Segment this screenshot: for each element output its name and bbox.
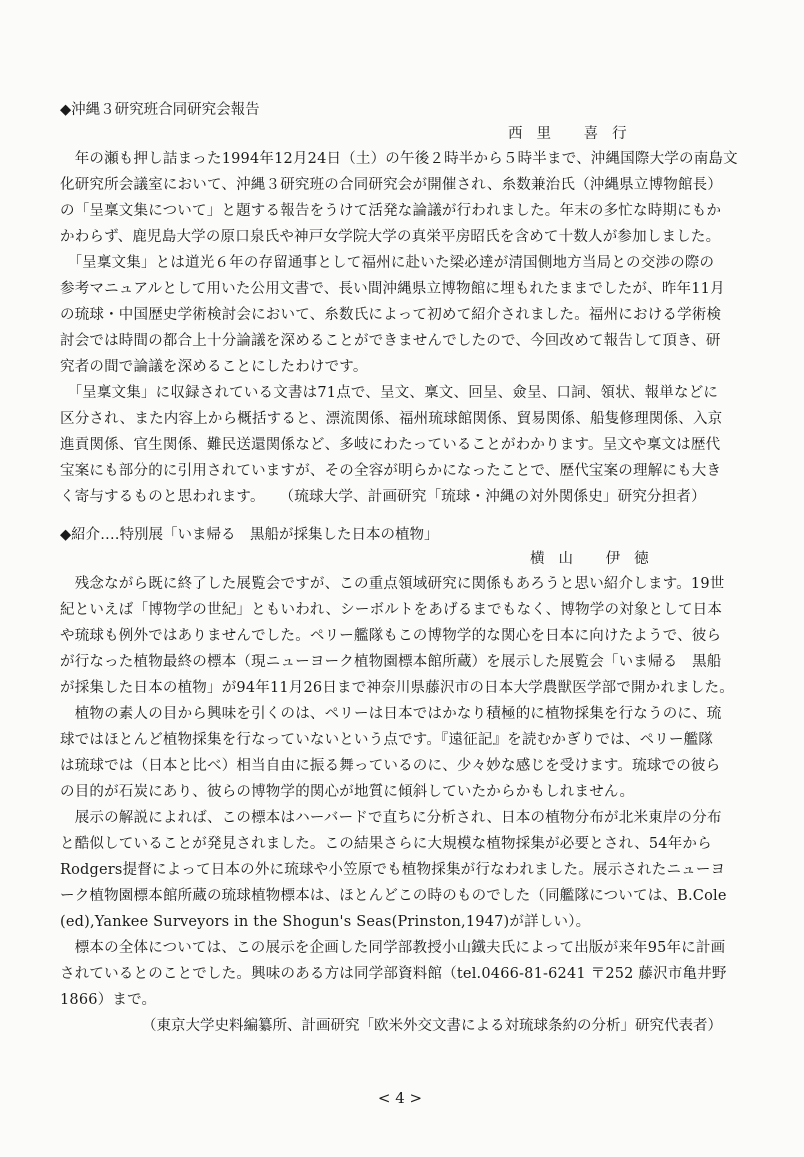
intro-line: 展示の解説によれば、この標本はハーバードで直ちに分析され、日本の植物分布が北米東岸の分布 [60, 810, 722, 826]
intro-line: 残念ながら既に終了した展覧会ですが、この重点領域研究に関係もあろうと思い紹介します。19世 [60, 576, 725, 592]
intro-line: 標本の全体については、この展示を企画した同学部教授小山鐵夫氏によって出版が来年95年に計画 [60, 940, 726, 956]
report-author: 西里 喜行 [508, 126, 641, 142]
report-line: かわらず、鹿児島大学の原口泉氏や神戸女学院大学の真栄平房昭氏を含めて十数人が参加しました。 [60, 229, 721, 245]
report-line: 参考マニュアルとして用いた公用文書で、長い間沖縄県立博物館に埋もれたままでしたが、昨年11月 [60, 281, 725, 297]
intro-line: 植物の素人の目から興味を引くのは、ペリーは日本ではかなり積極的に植物採集を行なうのに、琉 [60, 706, 722, 722]
intro-line: 紀といえば「博物学の世紀」ともいわれ、シーボルトをあげるまでもなく、博物学の対象として日本 [60, 602, 723, 618]
intro-line: の目的が石炭にあり、彼らの博物学的関心が地質に傾斜していたからかもしれません。 [60, 784, 635, 800]
report-line: の「呈稟文集について」と題する報告をうけて活発な論議が行われました。年末の多忙な時期にもか [60, 203, 722, 219]
report-line: 「呈稟文集」とは道光６年の存留通事として福州に赴いた梁必達が清国側地方当局との交渉の際の [60, 255, 715, 271]
intro-heading: ◆紹介‥‥特別展「いま帰る 黒船が採集した日本の植物」 [60, 527, 439, 543]
report-line: 究者の間で論議を深めることにしたわけです。 [60, 359, 368, 375]
intro-line: されているとのことでした。興味のある方は同学部資料館（tel.0466-81-6241 〒252 藤沢市亀井野 [60, 966, 727, 982]
intro-line: Rodgers提督によって日本の外に琉球や小笠原でも植物採集が行なわれました。展示されたニューヨ [60, 862, 726, 878]
report-line: 進貢関係、官生関係、難民送還関係など、多岐にわたっていることがわかります。呈文や稟文は歴代 [60, 437, 721, 453]
report-line: 宝案にも部分的に引用されていますが、その全容が明らかになったことで、歴代宝案の理解にも大き [60, 463, 722, 479]
intro-line: と酷似していることが発見されました。この結果さらに大規模な植物採集が必要とされ、54年から [60, 836, 712, 852]
report-heading: ◆沖縄３研究班合同研究会報告 [60, 102, 260, 118]
intro-signature: （東京大学史料編纂所、計画研究「欧米外交文書による対琉球条約の分析」研究代表者） [142, 1018, 722, 1034]
intro-line: 1866）まで。 [60, 992, 157, 1008]
report-line: 区分され、また内容上から概括すると、漂流関係、福州琉球館関係、貿易関係、船隻修理関係、入京 [60, 411, 723, 427]
report-line: 「呈稟文集」に収録されている文書は71点で、呈文、稟文、回呈、僉呈、口詞、領状、報単などに [60, 385, 719, 401]
report-line: 討会では時間の都合上十分論議を深めることができませんでしたので、今回改めて報告して頂き、研 [60, 333, 721, 349]
report-line: 化研究所会議室において、沖縄３研究班の合同研究会が開催され、糸数兼治氏（沖縄県立博物館長） [60, 177, 723, 193]
intro-line: は琉球では（日本と比べ）相当自由に振る舞っているのに、少々妙な感じを受けます。琉球での彼ら [60, 758, 721, 774]
intro-line: ーク植物園標本館所蔵の琉球植物標本は、ほとんどこの時のものでした（同艦隊については、B.Cole [60, 888, 727, 904]
intro-line: が採集した日本の植物」が94年11月26日まで神奈川県藤沢市の日本大学農獣医学部で開かれました。 [60, 680, 734, 696]
intro-line: や琉球も例外ではありませんでした。ペリー艦隊もこの博物学的な関心を日本に向けたようで、彼ら [60, 628, 722, 644]
report-line: く寄与するものと思われます。 （琉球大学、計画研究「琉球・沖縄の対外関係史」研究分担者） [60, 489, 706, 505]
intro-line: が行なった植物最終の標本（現ニューヨーク植物園標本館所蔵）を展示した展覧会「いま帰る 黒船 [60, 654, 722, 670]
report-line: の琉球・中国歴史学術検討会において、糸数氏によって初めて紹介されました。福州における学術検 [60, 307, 722, 323]
page-number: < 4 > [377, 1089, 423, 1107]
intro-line: (ed),Yankee Surveyors in the Shogun's Seas(Prinston,1947)が詳しい）。 [60, 914, 591, 930]
intro-line: 球ではほとんど植物採集を行なっていないという点です。『遠征記』を読むかぎりでは、ペリー艦隊 [60, 732, 714, 748]
report-line: 年の瀬も押し詰まった1994年12月24日（土）の午後２時半から５時半まで、沖縄国際大学の南島文 [60, 151, 738, 167]
intro-author: 横山 伊徳 [530, 551, 663, 567]
